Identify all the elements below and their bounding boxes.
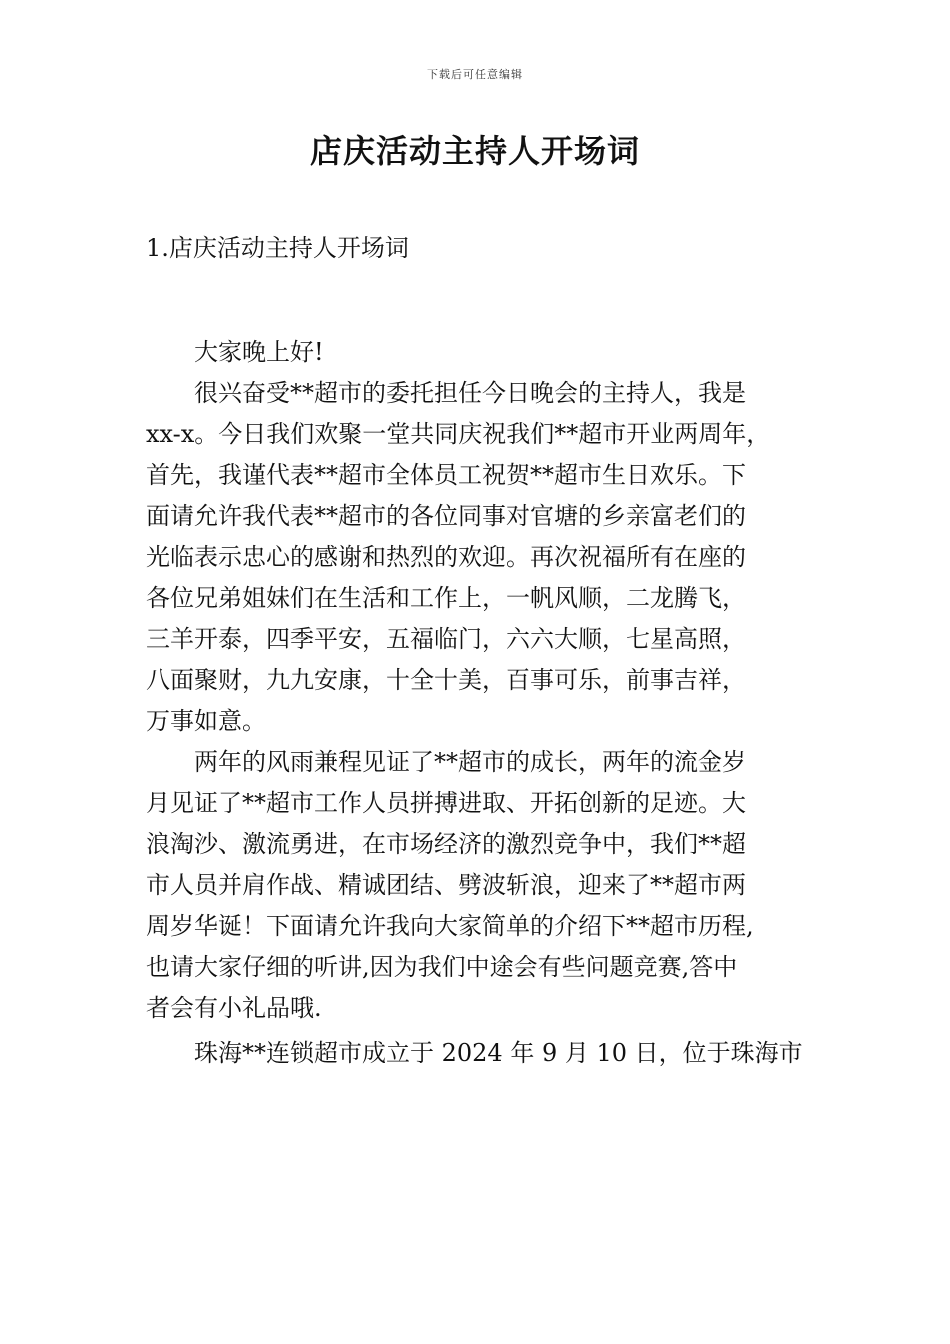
paragraph-intro [146,373,811,742]
paragraph-line: 万事如意。 [146,707,266,735]
header-note: 下载后可任意编辑 [427,68,523,81]
paragraph-line: 两年的风雨兼程见证了**超市的成长，两年的流金岁 [194,748,746,776]
paragraph-line: 面请允许我代表**超市的各位同事对官塘的乡亲富老们的 [146,502,746,530]
paragraph-line: 八面聚财，九九安康，十全十美，百事可乐，前事吉祥， [146,666,746,694]
paragraph-line: 月见证了**超市工作人员拼搏进取、开拓创新的足迹。大 [146,789,746,817]
paragraph-founding [146,1033,811,1074]
paragraph-line: 市人员并肩作战、精诚团结、劈波斩浪，迎来了**超市两 [146,871,746,899]
paragraph-line: 者会有小礼品哦. [146,994,322,1022]
document-body [146,332,811,1074]
paragraph-line: 首先，我谨代表**超市全体员工祝贺**超市生日欢乐。下 [146,461,746,489]
section-heading: 1.店庆活动主持人开场词 [146,234,409,262]
paragraph-line: 周岁华诞！下面请允许我向大家简单的介绍下**超市历程, [146,912,754,940]
paragraph-line: 也请大家仔细的听讲,因为我们中途会有些问题竞赛,答中 [146,953,738,981]
paragraph-line: 光临表示忠心的感谢和热烈的欢迎。再次祝福所有在座的 [146,543,746,571]
paragraph-line: 珠海**连锁超市成立于 2024 年 9 月 10 日，位于珠海市 [194,1039,803,1067]
paragraph-line: 大家晚上好! [194,338,324,366]
document-title: 店庆活动主持人开场词 [309,132,640,170]
paragraph-greeting [146,332,811,373]
paragraph-line: 浪淘沙、激流勇进，在市场经济的激烈竞争中，我们**超 [146,830,746,858]
paragraph-history [146,742,811,1029]
paragraph-line: 各位兄弟姐妹们在生活和工作上，一帆风顺，二龙腾飞， [146,584,746,612]
paragraph-line: 三羊开泰，四季平安，五福临门，六六大顺，七星高照， [146,625,746,653]
paragraph-line: 很兴奋受**超市的委托担任今日晚会的主持人，我是 [194,379,746,407]
paragraph-line: xx-x。今日我们欢聚一堂共同庆祝我们**超市开业两周年， [146,420,771,448]
